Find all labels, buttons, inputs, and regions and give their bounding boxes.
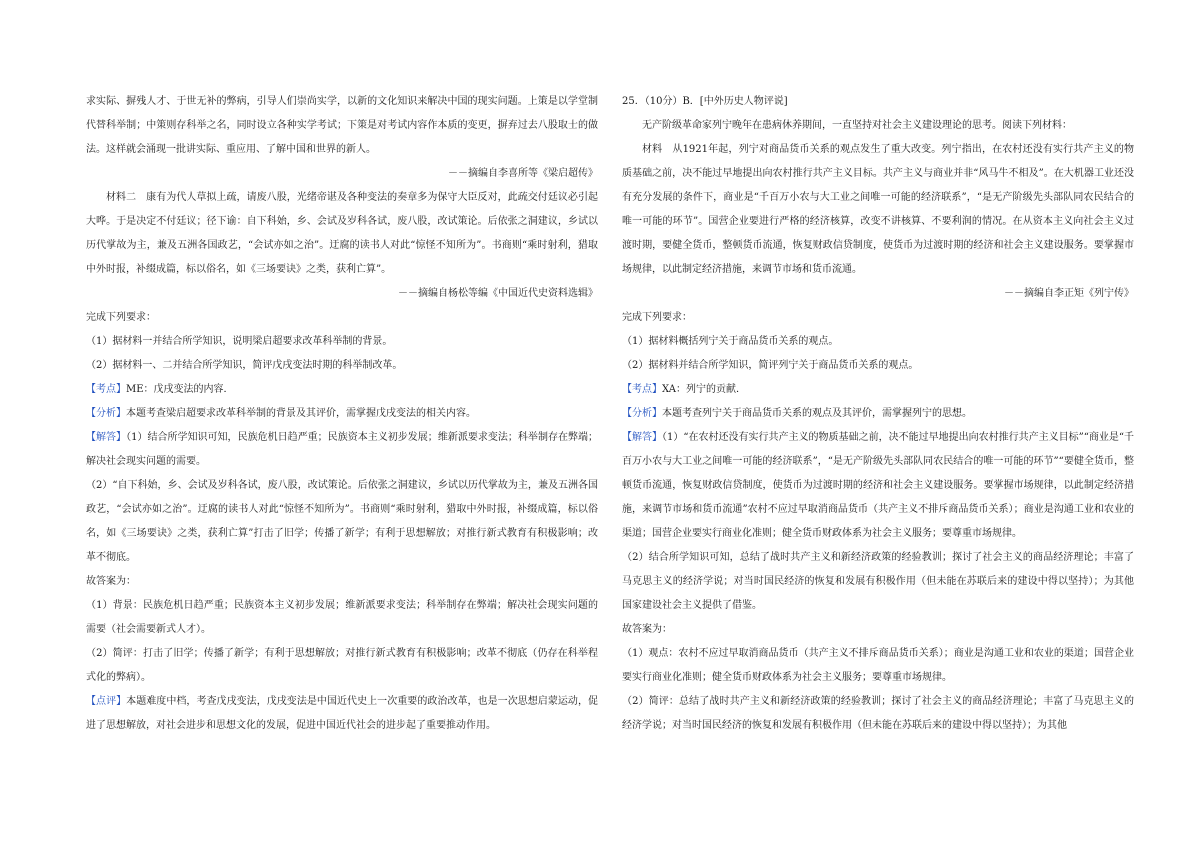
analysis-tag: 【分析】: [622, 408, 662, 419]
knowledge-point-text: ME：戊戌变法的内容．: [126, 384, 234, 395]
solution-part-2: （2）结合所学知识可知，总结了战时共产主义和新经济政策的经验教训；探讨了社会主义的商品经济理论；丰富了马克思主义的经济学说；对当时国民经济的恢复和发展有积极作用（但未能在苏联后来的建设中得以坚持）；为其他国家建设社会主义提供了借鉴。: [622, 552, 1134, 611]
left-column: [86, 90, 598, 738]
source-citation: －－摘编自李正矩《列宁传》: [1004, 288, 1134, 299]
source-citation: －－摘编自杨松等编《中国近代史资料选辑》: [398, 288, 598, 299]
knowledge-point-tag: 【考点】: [86, 384, 126, 395]
right-column: [622, 90, 1134, 738]
solution: [622, 426, 1134, 546]
answer-heading: 故答案为：: [86, 576, 136, 587]
analysis-tag: 【分析】: [86, 408, 126, 419]
question-title: 25．（10分）B．[中外历史人物评说]: [622, 96, 788, 107]
knowledge-point-text: XA：列宁的贡献．: [662, 384, 746, 395]
knowledge-point: [86, 378, 598, 402]
answer-2: （2）简评：打击了旧学；传播了新学；有利于思想解放；对推行新式教育有积极影响；改革不彻底（仍存在科举程式化的弊病）。: [86, 648, 598, 683]
comment-text: 本题难度中档，考查戊戌变法，戊戌变法是中国近代史上一次重要的政治改革，也是一次思想启蒙运动，促进了思想解放，对社会进步和思想文化的发展，促进中国近代社会的进步起了重要推动作用。: [86, 696, 599, 731]
material: 材料 从1921年起，列宁对商品货币关系的观点发生了重大改变。列宁指出，在农村还没有实行共产主义的物质基础之前，决不能过早地提出向农村推行共产主义目标。共产主义与商业并非“风马牛不相及”。在大机器工业还没有充分发展的条件下，商业是“千百万小农与大工业之间唯一可能的经济联系”，“是无产阶级先头部队同农民结合的唯一可能的环节”。国营企业要进行严格的经济核算，改变不讲核算、不要利润的情况。在从资本主义向社会主义过渡时期，要健全货币，整顿货币流通，恢复财政信贷制度，使货币为过渡时期的经济和社会主义建设服务。要掌握市场规律，以此制定经济措施，来调节市场和货币流通。: [622, 144, 1134, 275]
knowledge-point-tag: 【考点】: [622, 384, 662, 395]
answer-1: （1）背景：民族危机日趋严重；民族资本主义初步发展；维新派要求变法；科举制存在弊端；解决社会现实问题的需要（社会需要新式人才）。: [86, 600, 598, 635]
analysis: [622, 402, 1134, 426]
solution-text: （1）“在农村还没有实行共产主义的物质基础之前，决不能过早地提出向农村推行共产主义目标”“商业是“千百万小农与大工业之间唯一可能的经济联系”，“是无产阶级先头部队同农民结合的唯一可能的环节”“要健全货币，整顿货币流通，恢复财政信贷制度，使货币为过渡时期的经济和社会主义建设服务。要掌握市场规律，以此制定经济措施，来调节市场和货币流通”农村不应过早取消商品货币（共产主义不排斥商品货币关系）；商业是沟通工业和农业的渠道；国营企业要实行商业化准则；健全货币财政体系为社会主义服务；要尊重市场规律。: [622, 432, 1134, 539]
question-intro: 无产阶级革命家列宁晚年在患病休养期间，一直坚持对社会主义建设理论的思考。阅读下列材料：: [642, 120, 1072, 131]
question-1: （1）据材料概括列宁关于商品货币关系的观点。: [622, 336, 839, 347]
question-2: （2）据材料一、二并结合所学知识，简评戊戌变法时期的科举制改革。: [86, 360, 403, 371]
comment: [86, 690, 598, 738]
knowledge-point: [622, 378, 1134, 402]
analysis-text: 本题考查梁启超要求改革科举制的背景及其评价，需掌握戊戌变法的相关内容。: [126, 408, 476, 419]
solution: [86, 426, 598, 474]
solution-tag: 【解答】: [622, 432, 663, 443]
question-2: （2）据材料并结合所学知识，简评列宁关于商品货币关系的观点。: [622, 360, 919, 371]
answer-heading: 故答案为：: [622, 624, 672, 635]
solution-tag: 【解答】: [86, 432, 127, 443]
question-1: （1）据材料一并结合所学知识，说明梁启超要求改革科举制的背景。: [86, 336, 393, 347]
requirements-heading: 完成下列要求：: [622, 312, 692, 323]
material-one-continuation: 求实际、摒残人才、于世无补的弊病，引导人们崇尚实学，以新的文化知识来解决中国的现实问题。上策是以学堂制代替科举制；中策则存科举之名，同时设立各种实学考试；下策是对考试内容作本质的变更，摒弃过去八股取士的做法。这样就会涌现一批讲实际、重应用、了解中国和世界的新人。: [86, 96, 598, 155]
solution-text: （1）结合所学知识可知，民族危机日趋严重；民族资本主义初步发展；维新派要求变法；科举制存在弊端；解决社会现实问题的需要。: [86, 432, 599, 467]
solution-part-2: （2）“自下科始，乡、会试及岁科各试，废八股，改试策论。后依张之洞建议，乡试以历代掌故为主，兼及五洲各国政艺，“会试亦如之治”。迂腐的读书人对此“惊怪不知所为”。书商则“乘时射利，猎取中外时报，补缀成篇，标以俗名，如《三场要诀》之类，获利亡算”打击了旧学；传播了新学；有利于思想解放；对推行新式教育有积极影响；改革不彻底。: [86, 480, 598, 563]
analysis-text: 本题考查列宁关于商品货币关系的观点及其评价，需掌握列宁的思想。: [662, 408, 972, 419]
comment-tag: 【点评】: [86, 696, 127, 707]
answer-1: （1）观点：农村不应过早取消商品货币（共产主义不排斥商品货币关系）；商业是沟通工业和农业的渠道；国营企业要实行商业化准则；健全货币财政体系为社会主义服务；要尊重市场规律。: [622, 648, 1134, 683]
requirements-heading: 完成下列要求：: [86, 312, 156, 323]
answer-2: （2）简评：总结了战时共产主义和新经济政策的经验教训；探讨了社会主义的商品经济理论；丰富了马克思主义的经济学说；对当时国民经济的恢复和发展有积极作用（但未能在苏联后来的建设中得以坚持）；为其他: [622, 696, 1134, 731]
analysis: [86, 402, 598, 426]
material-two: 材料二 康有为代人草拟上疏，请废八股，光绪帝谌及各种变法的奏章多为保守大臣反对，此疏交付廷议必引起大哗。于是决定不付廷议；径下谕：自下科始，乡、会试及岁科各试，废八股，改试策论。后依张之洞建议，乡试以历代掌故为主，兼及五洲各国政艺，“会试亦如之治”。迂腐的读书人对此“惊怪不知所为”。书商则“乘时射利，猎取中外时报，补缀成篇，标以俗名，如《三场要诀》之类，获利亡算”。: [86, 192, 598, 275]
source-citation: －－摘编自李喜所等《梁启超传》: [448, 168, 598, 179]
